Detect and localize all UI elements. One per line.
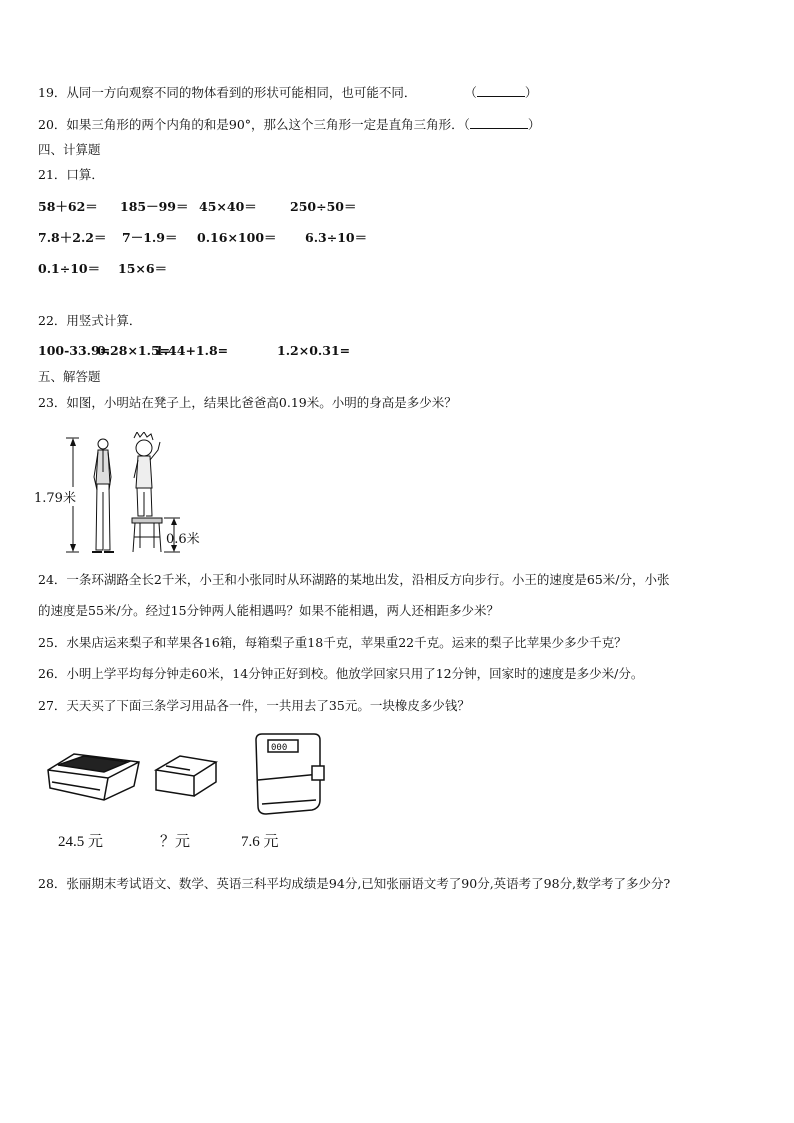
oral-calc-row-2 (38, 230, 738, 246)
oral-calc-item: 185－99＝ (120, 199, 189, 214)
vertical-calc-item: 1.44+1.8= (155, 343, 229, 358)
section-heading-4: 四、计算题 (38, 142, 101, 157)
price-eraser: ？元 (160, 834, 191, 850)
oral-calc-item: 0.1÷10＝ (38, 261, 101, 276)
oral-calc-item: 45×40＝ (199, 199, 257, 214)
question-19 (38, 84, 537, 101)
vertical-calc-item: 1.2×0.31= (277, 343, 351, 358)
boy-figure (134, 432, 160, 516)
answer-blank-20[interactable] (470, 116, 528, 129)
question-23-text: 23．如图，小明站在凳子上，结果比爸爸高0.19米。小明的身高是多少米？ (38, 395, 457, 410)
calculator-icon (256, 734, 324, 814)
price-calculator: 7.6 元 (241, 834, 279, 850)
oral-calc-item: 250÷50＝ (290, 199, 357, 214)
label-stool-height: 0.6米 (166, 532, 200, 547)
oral-calc-item: 15×6＝ (118, 261, 168, 276)
question-22-title: 22．用竖式计算． (38, 313, 142, 328)
question-26-text: 26．小明上学平均每分钟走60米，14分钟正好到校。他放学回家只用了12分钟，回家时的速度是多少米/分。 (38, 666, 644, 681)
oral-calc-item: 6.3÷10＝ (305, 230, 368, 245)
question-25-text: 25．水果店运来梨子和苹果各16箱，每箱梨子重18千克，苹果重22千克。运来的梨子比苹果少多少千克？ (38, 635, 627, 650)
answer-blank-19[interactable] (477, 84, 525, 97)
vertical-calc-item: 0.28×1.5= (97, 343, 171, 358)
oral-calc-row-3 (38, 261, 738, 277)
price-pencil-case: 24.5 元 (58, 834, 104, 850)
svg-text:000: 000 (271, 743, 288, 753)
paren-close: ） (524, 85, 538, 100)
vertical-calc-item: 100-33.9= (38, 343, 111, 358)
question-21-title: 21．口算． (38, 167, 104, 182)
question-19-text: 19．从同一方向观察不同的物体看到的形状可能相同，也可能不同． (38, 85, 417, 100)
pencil-case-icon (48, 754, 139, 800)
oral-calc-item: 7.8＋2.2＝ (38, 230, 107, 245)
stool-figure (132, 518, 162, 552)
label-height: 1.79米 (34, 487, 76, 506)
stationery-figure (44, 730, 334, 820)
question-20-text: 20．如果三角形的两个内角的和是90°，那么这个三角形一定是直角三角形．（ (38, 117, 470, 132)
paren-close: ） (527, 117, 541, 132)
question-28-text: 28．张丽期末考试语文、数学、英语三科平均成绩是94分,已知张丽语文考了90分,英语考了98分,数学考了多少分? (38, 876, 671, 891)
oral-calc-row-1 (38, 199, 738, 215)
father-figure (92, 439, 114, 552)
question-20 (38, 116, 540, 133)
oral-calc-item: 7－1.9＝ (122, 230, 178, 245)
question-24-line-1: 24．一条环湖路全长2千米，小王和小张同时从环湖路的某地出发，沿相反方向步行。小王的速度是65米/分，小张 (38, 572, 670, 587)
section-heading-5: 五、解答题 (38, 369, 101, 384)
oral-calc-item: 58＋62＝ (38, 199, 98, 214)
eraser-icon (156, 756, 216, 796)
paren-open: （ (464, 85, 477, 100)
question-27-text: 27．天天买了下面三条学习用品各一件，一共用去了35元。一块橡皮多少钱？ (38, 698, 470, 713)
question-24-line-2: 的速度是55米/分。经过15分钟两人能相遇吗？如果不能相遇，两人还相距多少米？ (38, 603, 500, 618)
vertical-calc-row (38, 343, 738, 359)
oral-calc-item: 0.16×100＝ (197, 230, 277, 245)
